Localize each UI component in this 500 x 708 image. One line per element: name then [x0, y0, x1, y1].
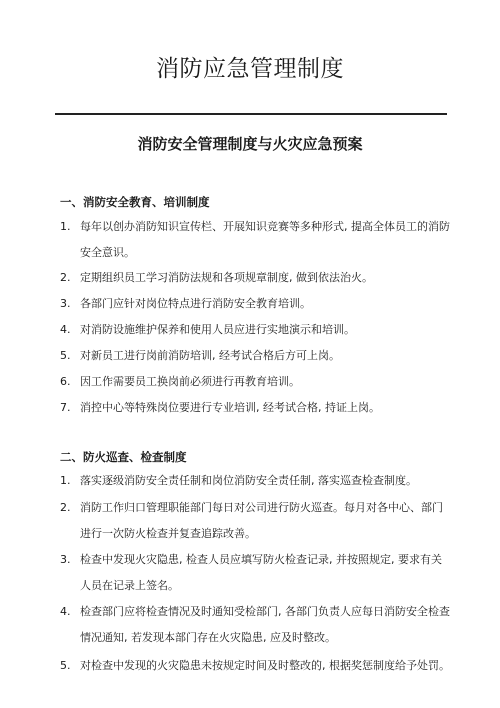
- list-item-number: 5.: [60, 659, 71, 672]
- list-item: [60, 547, 450, 599]
- list-item-number: 4.: [60, 605, 71, 618]
- list-item-text: 检查部门应将检查情况及时通知受检部门, 各部门负责人应每日消防安全检查情况通知, 若发现本部门存在火灾隐患, 应及时整改。: [80, 605, 450, 644]
- list-item-text: 各部门应针对岗位特点进行消防安全教育培训。: [80, 297, 311, 310]
- list-item-number: 1.: [60, 220, 71, 233]
- list-item-number: 4.: [60, 323, 71, 336]
- list-item-number: 2.: [60, 271, 71, 284]
- list-item: [60, 317, 450, 343]
- list-item: [60, 291, 450, 317]
- list-item-text: 消防工作归口管理职能部门每日对公司进行防火巡查。每月对各中心、部门进行一次防火检查并复查追踪改善。: [80, 501, 443, 540]
- list-item: [60, 495, 450, 547]
- list-item: [60, 468, 450, 494]
- list-item: [60, 369, 450, 395]
- list-item-number: 1.: [60, 474, 71, 487]
- list-item-text: 消控中心等特殊岗位要进行专业培训, 经考试合格, 持证上岗。: [80, 401, 380, 414]
- list-item-text: 对检查中发现的火灾隐患未按规定时间及时整改的, 根据奖惩制度给予处罚。: [80, 659, 450, 672]
- list-item: [60, 599, 450, 651]
- list-item: [60, 653, 450, 679]
- list-item: [60, 395, 450, 421]
- list-item-number: 3.: [60, 553, 71, 566]
- list-item-text: 对消防设施维护保养和使用人员应进行实地演示和培训。: [80, 323, 355, 336]
- list-item-text: 定期组织员工学习消防法规和各项规章制度, 做到依法治火。: [80, 271, 373, 284]
- list-item-number: 5.: [60, 349, 71, 362]
- list-item-number: 7.: [60, 401, 71, 414]
- section-heading-inspection: 二、防火巡查、检查制度: [60, 450, 187, 464]
- document-subtitle: 消防安全管理制度与火灾应急预案: [137, 135, 363, 153]
- section-heading-education: 一、消防安全教育、培训制度: [60, 195, 210, 209]
- list-item-number: 2.: [60, 501, 71, 514]
- list-item: [60, 343, 450, 369]
- document-title: 消防应急管理制度: [156, 56, 344, 82]
- list-item: [60, 265, 450, 291]
- list-item-text: 对新员工进行岗前消防培训, 经考试合格后方可上岗。: [80, 349, 340, 362]
- list-item-text: 落实逐级消防安全责任制和岗位消防安全责任制, 落实巡查检查制度。: [80, 474, 417, 487]
- title-divider: [55, 113, 447, 115]
- list-item-number: 6.: [60, 375, 71, 388]
- list-item: [60, 214, 450, 266]
- list-item-text: 因工作需要员工换岗前必须进行再教育培训。: [80, 375, 300, 388]
- list-item-number: 3.: [60, 297, 71, 310]
- list-item-text: 每年以创办消防知识宣传栏、开展知识竞赛等多种形式, 提高全体员工的消防安全意识。: [80, 220, 450, 259]
- list-item-text: 检查中发现火灾隐患, 检查人员应填写防火检查记录, 并按照规定, 要求有关人员在记录上签名。: [80, 553, 442, 592]
